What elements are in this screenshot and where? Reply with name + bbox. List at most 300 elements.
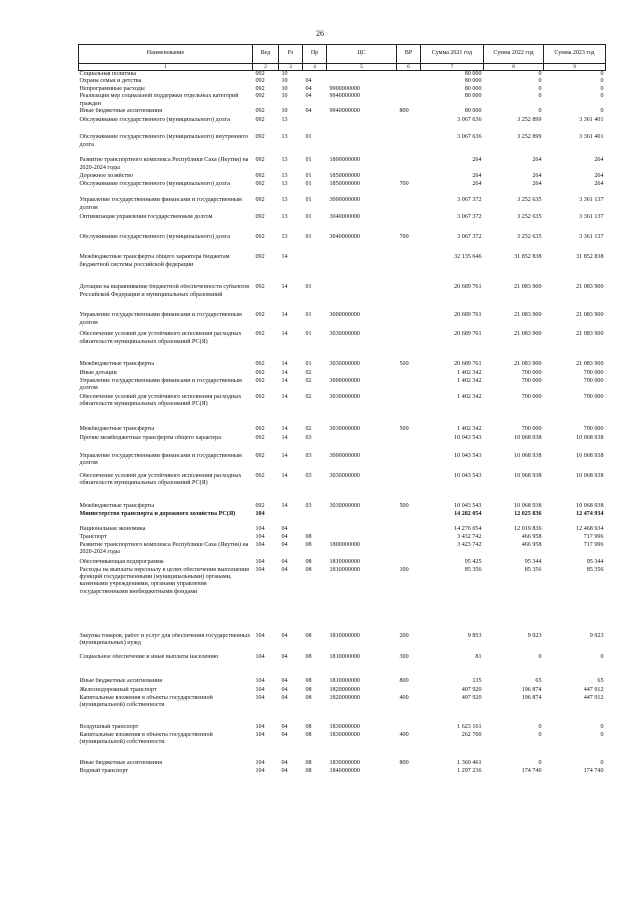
cell-pr: 02 (305, 425, 312, 432)
table-row (79, 370, 606, 377)
cell-cs: 1850000000 (329, 173, 360, 180)
cell-name: Обслуживание государственного (муниципального) долга (79, 181, 230, 188)
table-row (79, 695, 606, 724)
cell-sum-2021: 10 043 543 (454, 434, 482, 441)
cell-ved: 104 (255, 566, 265, 573)
table-row (79, 86, 606, 93)
cell-rz: 14 (281, 472, 288, 479)
cell-cs: 3030000000 (329, 472, 360, 479)
cell-sum-2023: 447 912 (583, 686, 604, 693)
cell-vr (397, 687, 421, 695)
cell-cs (327, 370, 397, 377)
cell-pr: 08 (305, 541, 312, 548)
cell-pr: 04 (305, 108, 312, 115)
cell-ved: 104 (255, 731, 265, 738)
table-row (79, 78, 606, 85)
cell-name: Обеспечение условий для устойчивого исполнения расходных обязательств муниципальных образований РС(Я) (79, 331, 242, 345)
cell-ved: 092 (255, 452, 265, 459)
cell-sum-2022: 700 000 (521, 393, 542, 400)
cell-rz: 14 (281, 284, 288, 291)
cell-vr (397, 93, 421, 108)
cell-sum-2021: 80 000 (464, 78, 482, 85)
cell-pr: 03 (305, 452, 312, 459)
cell-sum-2023: 12 474 934 (576, 510, 604, 517)
cell-ved: 104 (255, 759, 265, 766)
table-row (79, 633, 606, 654)
cell-vr: 700 (399, 181, 409, 188)
cell-vr (397, 559, 421, 567)
cell-name: Национальная экономика (79, 525, 146, 532)
cell-sum-2021: 3 067 636 (457, 117, 482, 124)
cell-name: Межбюджетные трансферты (79, 502, 155, 509)
cell-cs: 1800000000 (329, 541, 360, 548)
cell-ved: 092 (255, 370, 265, 377)
cell-sum-2023: 264 (594, 181, 604, 188)
cell-sum-2022: 95 344 (524, 558, 542, 565)
table-row (79, 473, 606, 503)
cell-sum-2021: 407 920 (461, 694, 482, 701)
cell-pr: 04 (305, 78, 312, 85)
cell-name: Воздушный транспорт (79, 723, 139, 730)
cell-rz: 13 (281, 197, 288, 204)
cell-sum-2021: 10 043 543 (454, 472, 482, 479)
cell-pr: 01 (305, 197, 312, 204)
cell-vr (397, 86, 421, 93)
cell-vr (397, 473, 421, 503)
budget-table (78, 44, 606, 776)
cell-cs: 1830000000 (329, 759, 360, 766)
table-row (79, 134, 606, 157)
cell-ved: 092 (255, 214, 265, 221)
cell-sum-2023: 10 068 938 (576, 472, 604, 479)
cell-sum-2023: 447 912 (583, 694, 604, 701)
cell-name: Дотации на выравнивание бюджетной обеспеченности субъектов Российской Федерации и муниципальных образований (79, 284, 250, 298)
cell-ved: 104 (255, 525, 265, 532)
cell-sum-2022: 3 252 899 (517, 134, 542, 141)
header-ved: Вед (253, 45, 279, 64)
cell-ved: 092 (255, 78, 265, 85)
cell-sum-2021: 3 423 742 (457, 541, 482, 548)
cell-sum-2021: 1 360 461 (457, 759, 482, 766)
cell-rz: 04 (281, 525, 288, 532)
cell-sum-2021: 20 689 761 (454, 331, 482, 338)
cell-sum-2021: 1 297 236 (457, 767, 482, 774)
cell-sum-2022: 0 (538, 653, 542, 660)
cell-sum-2023: 700 000 (583, 393, 604, 400)
cell-sum-2022: 700 000 (521, 377, 542, 384)
cell-sum-2022: 196 874 (521, 694, 542, 701)
cell-sum-2022: 65 (535, 677, 542, 684)
cell-sum-2022: 0 (538, 731, 542, 738)
cell-sum-2021: 80 000 (464, 71, 482, 77)
cell-cs (327, 78, 397, 85)
cell-name: Оптимизация управления государственным долгом (79, 214, 213, 221)
column-number: 9 (544, 64, 606, 71)
cell-ved: 092 (255, 108, 265, 115)
cell-sum-2023: 12 468 934 (576, 525, 604, 532)
table-row (79, 234, 606, 254)
cell-cs: 1840000000 (329, 767, 360, 774)
cell-pr: 03 (305, 502, 312, 509)
cell-sum-2023: 0 (600, 71, 604, 77)
cell-rz: 04 (281, 632, 288, 639)
cell-sum-2023: 21 083 900 (576, 312, 604, 319)
cell-sum-2023: 10 068 938 (576, 452, 604, 459)
cell-rz: 04 (281, 759, 288, 766)
cell-name: Управление государственными финансами и государственным долгом (79, 197, 242, 211)
cell-sum-2022: 196 874 (521, 686, 542, 693)
cell-sum-2022: 85 356 (524, 566, 542, 573)
cell-sum-2022: 0 (538, 723, 542, 730)
column-number: 5 (327, 64, 397, 71)
cell-sum-2023: 0 (600, 653, 604, 660)
table-row (79, 526, 606, 534)
cell-pr: 01 (305, 284, 312, 291)
table-row (79, 435, 606, 453)
cell-rz: 10 (281, 108, 288, 115)
cell-ved: 104 (255, 510, 265, 517)
cell-sum-2022: 0 (538, 78, 542, 85)
cell-ved: 104 (255, 632, 265, 639)
cell-cs: 1830000000 (329, 723, 360, 730)
cell-rz: 13 (281, 181, 288, 188)
cell-ved: 104 (255, 677, 265, 684)
cell-ved: 092 (255, 312, 265, 319)
cell-sum-2022: 31 852 838 (514, 254, 542, 261)
cell-rz: 04 (281, 566, 288, 573)
table-row (79, 181, 606, 197)
cell-pr: 08 (305, 767, 312, 774)
cell-ved: 092 (255, 71, 265, 77)
cell-vr (397, 197, 421, 214)
table-row (79, 567, 606, 633)
cell-cs: 1810000000 (329, 632, 360, 639)
cell-sum-2022: 466 958 (521, 541, 542, 548)
cell-ved: 092 (255, 331, 265, 338)
cell-sum-2023: 0 (600, 93, 604, 100)
cell-name: Министерство транспорта и дорожного хозяйства РС(Я) (79, 510, 236, 517)
cell-pr: 08 (305, 566, 312, 573)
cell-pr (303, 254, 327, 284)
cell-rz: 14 (281, 254, 288, 261)
cell-sum-2021: 80 000 (464, 85, 482, 92)
table-row (79, 157, 606, 173)
table-row (79, 503, 606, 511)
column-number: 3 (279, 64, 303, 71)
cell-cs: 9940000000 (329, 93, 360, 100)
header-rz: Рз (279, 45, 303, 64)
cell-cs (327, 284, 397, 312)
table-row (79, 284, 606, 312)
cell-rz: 13 (281, 234, 288, 241)
table-row (79, 732, 606, 760)
cell-rz: 14 (281, 370, 288, 377)
cell-sum-2023: 21 083 900 (576, 284, 604, 291)
cell-sum-2023: 0 (600, 78, 604, 85)
cell-ved: 092 (255, 377, 265, 384)
cell-name: Прочие межбюджетные трансферты общего характера (79, 434, 221, 441)
cell-ved: 092 (255, 393, 265, 400)
cell-pr (303, 511, 327, 526)
cell-sum-2022: 10 068 938 (514, 472, 542, 479)
cell-name: Межбюджетные трансферты общего характера бюджетам бюджетной системы российской федерации (79, 254, 230, 268)
cell-sum-2023: 174 740 (583, 767, 604, 774)
cell-pr: 08 (305, 686, 312, 693)
cell-rz: 13 (281, 134, 288, 141)
table-row (79, 361, 606, 370)
cell-sum-2023: 9 923 (589, 632, 604, 639)
cell-cs (327, 511, 397, 526)
cell-sum-2021: 14 276 054 (454, 525, 482, 532)
cell-sum-2023: 0 (600, 85, 604, 92)
cell-name: Обеспечивающая подпрограмма (79, 558, 164, 565)
cell-pr: 08 (305, 731, 312, 738)
cell-name: Закупка товаров, работ и услуг для обеспечения государственных (муниципальных) нужд (79, 632, 251, 647)
cell-pr: 01 (305, 181, 312, 188)
cell-cs: 1820000000 (329, 694, 360, 701)
cell-ved: 092 (255, 234, 265, 241)
cell-vr (397, 724, 421, 732)
table-row (79, 760, 606, 768)
table-row (79, 654, 606, 678)
cell-vr (397, 173, 421, 181)
cell-ved: 104 (255, 723, 265, 730)
cell-pr: 02 (305, 370, 312, 377)
table-row (79, 559, 606, 567)
cell-rz: 10 (281, 71, 288, 77)
cell-pr (303, 71, 327, 79)
cell-name: Развитие транспортного комплекса Республики Саха (Якутия) на 2020-2024 годы (79, 541, 249, 556)
cell-cs: 9940000000 (329, 108, 360, 115)
table-row (79, 108, 606, 117)
cell-pr: 08 (305, 694, 312, 701)
cell-vr (397, 254, 421, 284)
cell-rz: 04 (281, 731, 288, 738)
header-vr: ВР (397, 45, 421, 64)
cell-vr (397, 511, 421, 526)
cell-rz: 14 (281, 393, 288, 400)
cell-sum-2022: 700 000 (521, 370, 542, 377)
cell-sum-2022: 21 083 900 (514, 312, 542, 319)
cell-sum-2023: 31 852 838 (576, 254, 604, 261)
header-sum-2023: Сумма 2023 год (544, 45, 606, 64)
table-row (79, 312, 606, 331)
cell-ved: 092 (255, 134, 265, 141)
cell-sum-2021: 9 853 (467, 632, 482, 639)
cell-name: Обслуживание государственного (муниципального) долга (79, 117, 230, 124)
cell-sum-2021: 1 402 342 (457, 393, 482, 400)
cell-vr (397, 435, 421, 453)
cell-vr (397, 768, 421, 776)
cell-rz: 04 (281, 533, 288, 540)
cell-rz: 04 (281, 723, 288, 730)
cell-name: Водный транспорт (79, 767, 129, 774)
cell-name: Капитальные вложения в объекты государственной (муниципальной) собственности (79, 694, 213, 709)
cell-vr (397, 526, 421, 534)
cell-sum-2023: 0 (600, 731, 604, 738)
cell-sum-2022: 10 068 938 (514, 434, 542, 441)
cell-name: Обслуживание государственного (муниципального) долга (79, 234, 230, 241)
cell-vr: 800 (399, 759, 409, 766)
cell-sum-2022: 21 083 900 (514, 284, 542, 291)
column-number: 4 (303, 64, 327, 71)
cell-cs: 3030000000 (329, 425, 360, 432)
cell-cs: 3040000000 (329, 214, 360, 221)
cell-sum-2023: 3 361 137 (579, 214, 604, 221)
cell-name: Управление государственными финансами и государственным долгом (79, 377, 242, 392)
cell-ved: 092 (255, 472, 265, 479)
cell-sum-2022: 3 252 635 (517, 214, 542, 221)
cell-vr (397, 453, 421, 473)
cell-sum-2021: 1 402 342 (457, 377, 482, 384)
cell-rz: 14 (281, 331, 288, 338)
cell-sum-2022: 10 068 938 (514, 452, 542, 459)
cell-sum-2021: 20 689 761 (454, 284, 482, 291)
header-name: Наименование (79, 45, 253, 64)
cell-sum-2022: 264 (532, 173, 542, 180)
cell-vr: 500 (399, 361, 409, 368)
cell-vr (397, 312, 421, 331)
cell-vr: 700 (399, 234, 409, 241)
cell-vr: 400 (399, 731, 409, 738)
cell-sum-2021: 262 700 (461, 731, 482, 738)
cell-vr: 400 (399, 694, 409, 701)
cell-sum-2021: 20 689 761 (454, 312, 482, 319)
cell-ved: 092 (255, 361, 265, 368)
cell-sum-2023: 700 000 (583, 377, 604, 384)
cell-sum-2022: 0 (538, 93, 542, 100)
cell-ved: 092 (255, 425, 265, 432)
cell-cs (327, 71, 397, 79)
cell-sum-2022: 0 (538, 85, 542, 92)
cell-sum-2021: 80 000 (464, 108, 482, 115)
cell-ved: 092 (255, 157, 265, 164)
cell-rz: 14 (281, 425, 288, 432)
cell-rz: 14 (281, 452, 288, 459)
column-number: 2 (253, 64, 279, 71)
cell-name: Обеспечение условий для устойчивого исполнения расходных обязательств муниципальных образований РС(Я) (79, 472, 242, 487)
cell-cs: 3000000000 (329, 377, 360, 384)
cell-ved: 092 (255, 502, 265, 509)
cell-vr (397, 394, 421, 426)
cell-sum-2021: 3 067 636 (457, 134, 482, 141)
cell-sum-2021: 3 067 372 (457, 234, 482, 241)
cell-vr (397, 331, 421, 361)
cell-ved: 092 (255, 284, 265, 291)
cell-cs: 1830000000 (329, 731, 360, 738)
column-number: 6 (397, 64, 421, 71)
cell-ved: 104 (255, 541, 265, 548)
cell-name: Межбюджетные трансферты (79, 361, 155, 368)
cell-vr: 500 (399, 502, 409, 509)
cell-cs: 1810000000 (329, 677, 360, 684)
cell-vr (397, 542, 421, 559)
cell-sum-2021: 1 623 161 (457, 723, 482, 730)
cell-ved: 104 (255, 686, 265, 693)
page-number: 26 (316, 29, 324, 38)
cell-sum-2022: 21 083 900 (514, 331, 542, 338)
cell-pr: 03 (305, 434, 312, 441)
cell-sum-2021: 264 (472, 181, 482, 188)
cell-rz: 14 (281, 312, 288, 319)
cell-sum-2022: 264 (532, 157, 542, 164)
cell-sum-2022: 264 (532, 181, 542, 188)
cell-name: Реализация мер социальной поддержки отдельных категорий граждан (79, 93, 239, 107)
cell-sum-2022: 0 (538, 108, 542, 115)
cell-vr: 300 (399, 653, 409, 660)
cell-name: Обслуживание государственного (муниципального) внутреннего долга (79, 134, 248, 148)
table-row (79, 534, 606, 542)
cell-sum-2021: 32 135 646 (454, 254, 482, 261)
cell-sum-2021: 135 (472, 677, 482, 684)
cell-cs: 3030000000 (329, 393, 360, 400)
table-row (79, 768, 606, 776)
cell-vr (397, 284, 421, 312)
cell-pr: 08 (305, 632, 312, 639)
cell-sum-2022: 466 958 (521, 533, 542, 540)
cell-sum-2022: 9 923 (527, 632, 542, 639)
cell-vr (397, 378, 421, 394)
cell-name: Управление государственными финансами и государственным долгом (79, 452, 242, 467)
table-row (79, 71, 606, 79)
cell-name: Иные бюджетные ассигнования (79, 108, 163, 115)
cell-sum-2022: 3 252 899 (517, 117, 542, 124)
cell-pr (303, 117, 327, 134)
cell-ved: 092 (255, 181, 265, 188)
cell-sum-2023: 65 (597, 677, 604, 684)
header-cs: ЦС (327, 45, 397, 64)
table-row (79, 197, 606, 214)
cell-ved: 092 (255, 434, 265, 441)
cell-sum-2021: 3 067 372 (457, 214, 482, 221)
cell-rz: 14 (281, 502, 288, 509)
cell-sum-2021: 85 356 (464, 566, 482, 573)
cell-cs (327, 534, 397, 542)
cell-cs: 3000000000 (329, 197, 360, 204)
cell-cs: 3000000000 (329, 312, 360, 319)
table-row (79, 453, 606, 473)
cell-rz: 10 (281, 93, 288, 100)
cell-pr: 01 (305, 134, 312, 141)
cell-sum-2023: 717 996 (583, 541, 604, 548)
cell-rz: 14 (281, 361, 288, 368)
cell-sum-2023: 3 361 401 (579, 134, 604, 141)
cell-pr: 08 (305, 653, 312, 660)
cell-pr: 01 (305, 234, 312, 241)
cell-sum-2021: 10 043 543 (454, 502, 482, 509)
table-row (79, 331, 606, 361)
cell-cs: 9900000000 (329, 85, 360, 92)
cell-name: Межбюджетные трансферты (79, 425, 155, 432)
table-row (79, 214, 606, 234)
cell-rz: 04 (281, 541, 288, 548)
cell-ved: 104 (255, 558, 265, 565)
column-number: 7 (421, 64, 484, 71)
cell-sum-2021: 264 (472, 157, 482, 164)
cell-rz (279, 511, 303, 526)
header-sum-2021: Сумма 2021 год (421, 45, 484, 64)
cell-sum-2021: 407 920 (461, 686, 482, 693)
cell-sum-2023: 0 (600, 759, 604, 766)
cell-cs: 1810000000 (329, 558, 360, 565)
header-sum-2022: Сумма 2022 год (484, 45, 544, 64)
cell-name: Дорожное хозяйство (79, 173, 134, 180)
cell-name: Иные бюджетные ассигнования (79, 759, 163, 766)
header-pr: Пр (303, 45, 327, 64)
cell-cs (327, 526, 397, 534)
cell-sum-2021: 14 282 054 (454, 510, 482, 517)
cell-name: Железнодорожный транспорт (79, 686, 157, 693)
